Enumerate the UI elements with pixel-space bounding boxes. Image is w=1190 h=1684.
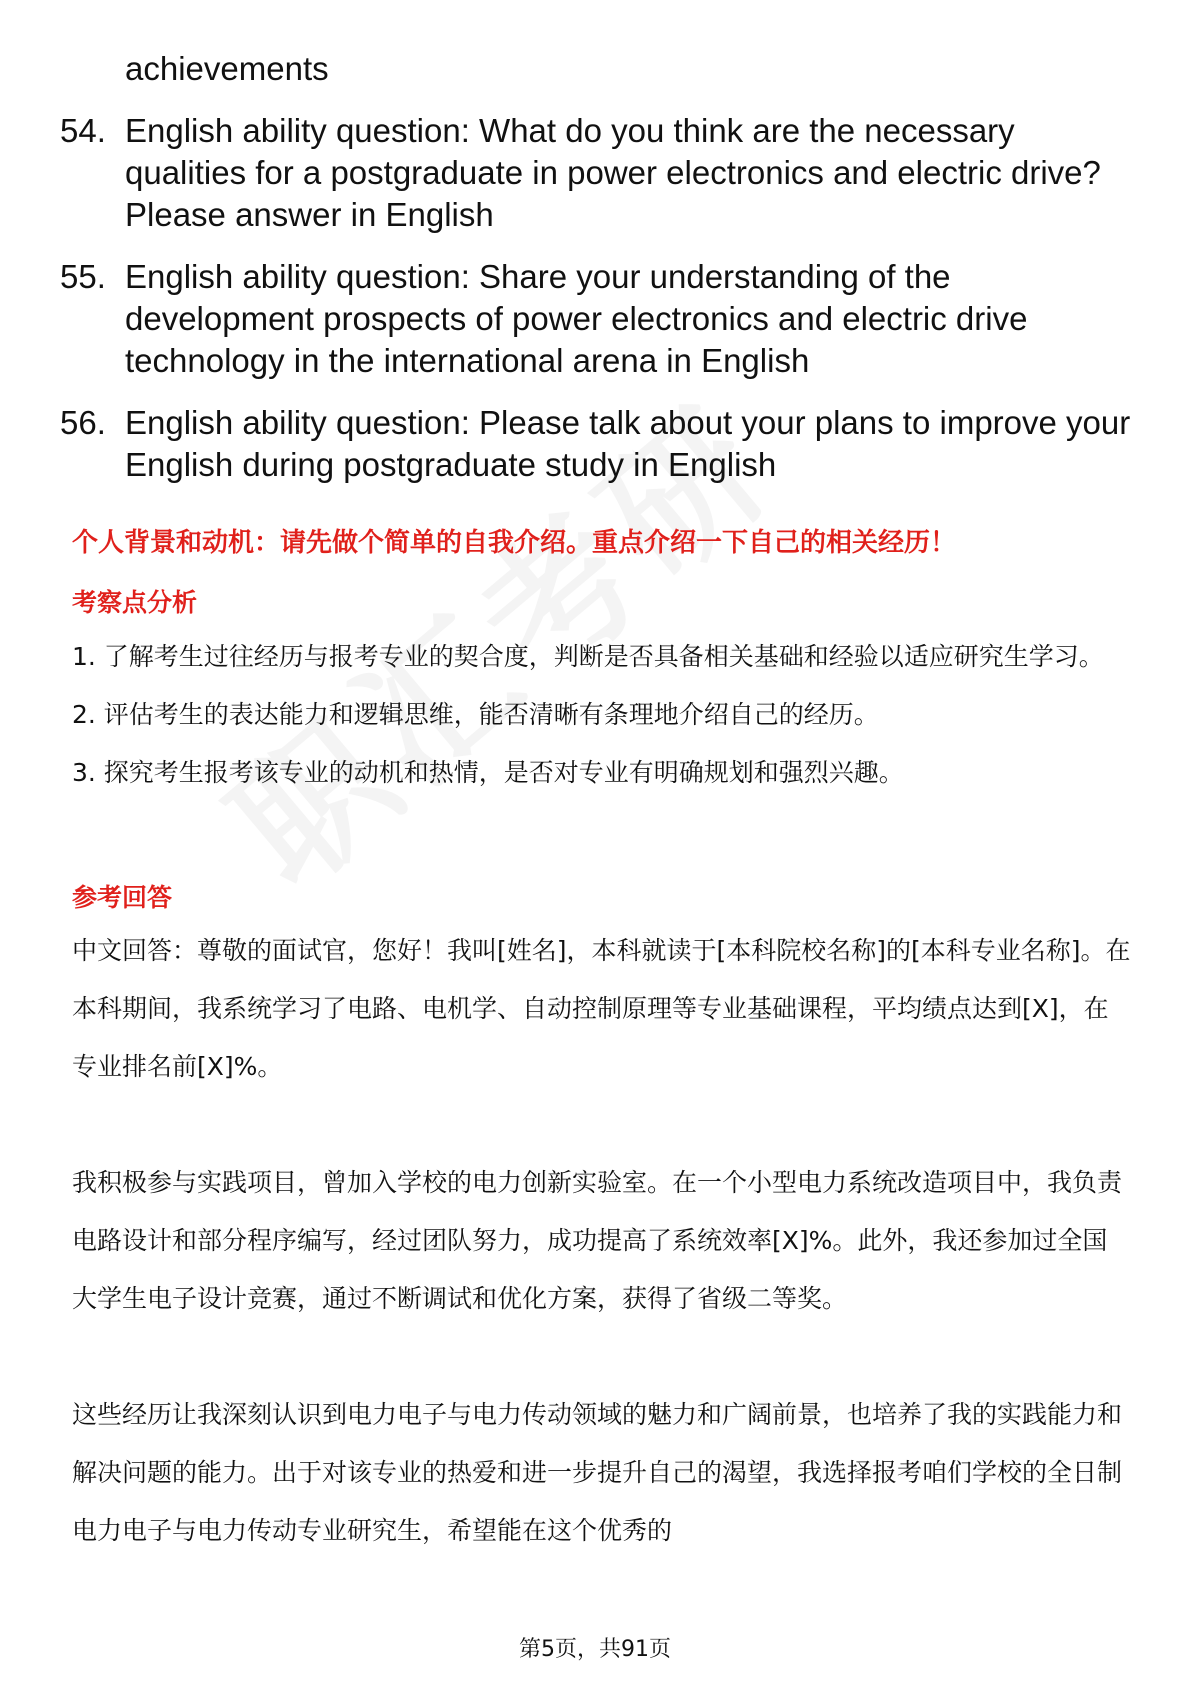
list-item-number: 54. (60, 112, 106, 149)
analysis-heading: 考察点分析 (72, 588, 198, 617)
analysis-point: 3. 探究考生报考该专业的动机和热情，是否对专业有明确规划和强烈兴趣。 (72, 758, 904, 787)
answer-body (72, 922, 1132, 1618)
answer-paragraph: 我积极参与实践项目，曾加入学校的电力创新实验室。在一个小型电力系统改造项目中，我负责电路设计和部分程序编写，经过团队努力，成功提高了系统效率[X]%。此外，我还参加过全国大学生电子设计竞赛，通过不断调试和优化方案，获得了省级二等奖。 (72, 1168, 1123, 1313)
list-item (60, 110, 1140, 236)
english-question-list (60, 48, 1140, 486)
list-item-number: 56. (60, 404, 106, 441)
list-item-text: English ability question: Please talk about your plans to improve your English during postgraduate study in English (125, 404, 1131, 483)
analysis-point: 2. 评估考生的表达能力和逻辑思维，能否清晰有条理地介绍自己的经历。 (72, 700, 879, 729)
analysis-list (72, 628, 1132, 802)
answer-heading: 参考回答 (72, 883, 173, 912)
question-title: 个人背景和动机：请先做个简单的自我介绍。重点介绍一下自己的相关经历！ (72, 528, 957, 558)
list-item-number: 55. (60, 258, 106, 295)
analysis-point: 1. 了解考生过往经历与报考专业的契合度，判断是否具备相关基础和经验以适应研究生学习。 (72, 642, 1104, 671)
list-item (60, 256, 1140, 382)
list-item-text: English ability question: What do you think are the necessary qualities for a postgraduate in power electronics and electric drive? Please answer in English (125, 112, 1101, 233)
list-item-text: English ability question: Share your understanding of the development prospects of power electronics and electric drive technology in the international arena in English (125, 258, 1028, 379)
list-item (60, 402, 1140, 486)
answer-paragraph: 这些经历让我深刻认识到电力电子与电力传动领域的魅力和广阔前景，也培养了我的实践能力和解决问题的能力。出于对该专业的热爱和进一步提升自己的渴望，我选择报考咱们学校的全日制电力电子与电力传动专业研究生，希望能在这个优秀的 (72, 1400, 1123, 1545)
answer-paragraph: 中文回答：尊敬的面试官，您好！我叫[姓名]，本科就读于[本科院校名称]的[本科专业名称]。在本科期间，我系统学习了电路、电机学、自动控制原理等专业基础课程，平均绩点达到[X]，在专业排名前[X]%。 (72, 936, 1131, 1081)
list-item-continuation: achievements (125, 50, 329, 87)
page-number: 第5页，共91页 (519, 1637, 671, 1662)
